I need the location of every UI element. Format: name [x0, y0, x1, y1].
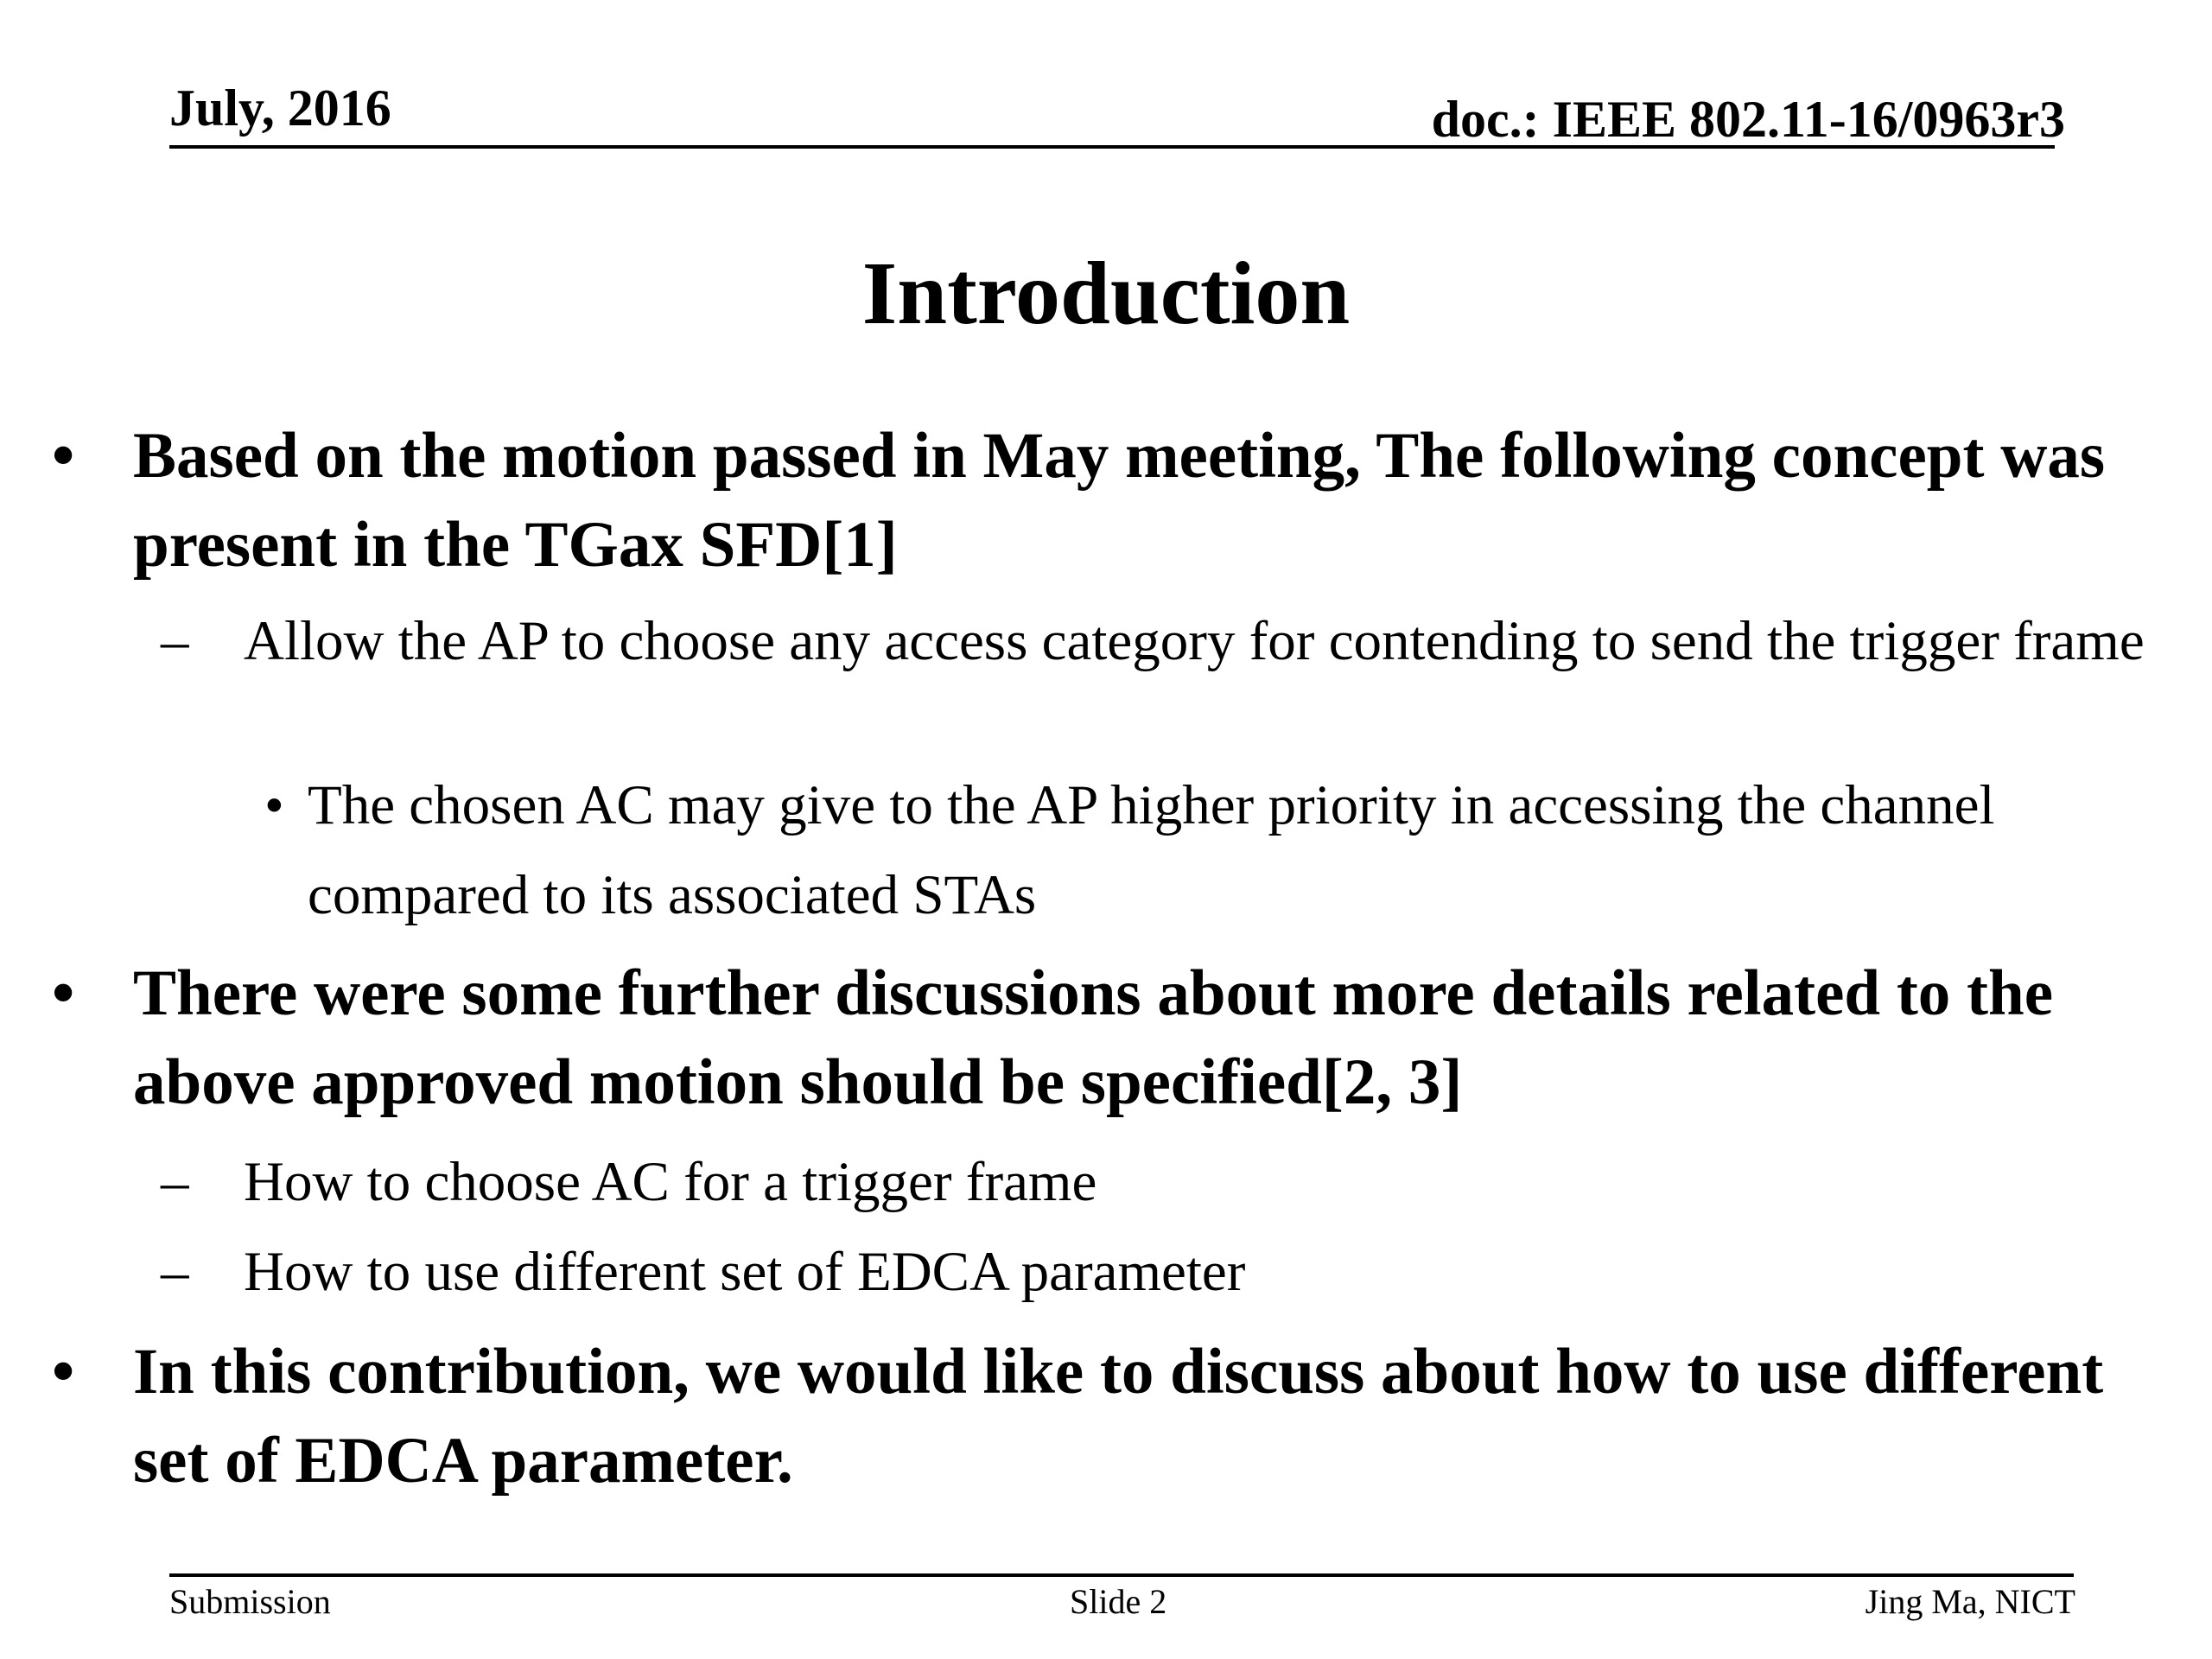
bullet-item [52, 1327, 2177, 1505]
sub-bullet-text: How to choose AC for a trigger frame [244, 1151, 1097, 1213]
header-date: July, 2016 [169, 79, 391, 137]
bullet-text: There were some further discussions about more details related to the above approved motion should be specified[2, 3] [133, 957, 2054, 1118]
bullet-marker: • [264, 774, 284, 836]
sub-bullet-item [161, 1236, 2183, 1309]
footer-submission: Submission [169, 1582, 331, 1621]
bullet-item [52, 411, 2177, 589]
bullet-marker: • [52, 957, 75, 1029]
dash-marker: – [161, 610, 189, 672]
sub-bullet-text: How to use different set of EDCA parameter [244, 1241, 1246, 1303]
bullet-marker: • [52, 420, 75, 492]
footer-slide-number: Slide 2 [1070, 1582, 1167, 1621]
sub-bullet-text: Allow the AP to choose any access category for contending to send the trigger frame [244, 610, 2145, 672]
dash-marker: – [161, 1241, 189, 1303]
sub-sub-bullet-text: The chosen AC may give to the AP higher priority in accessing the channel compared to its associated STAs [308, 774, 1995, 926]
dash-marker: – [161, 1151, 189, 1213]
bullet-text: Based on the motion passed in May meeting, The following concept was present in the TGax SFD[1] [133, 420, 2106, 581]
sub-bullet-item [161, 605, 2183, 678]
footer-divider [169, 1573, 2074, 1577]
bullet-text: In this contribution, we would like to discuss about how to use different set of EDCA parameter. [133, 1336, 2104, 1497]
footer-author: Jing Ma, NICT [1865, 1582, 2075, 1621]
bullet-item [52, 949, 2177, 1127]
sub-sub-bullet-item [264, 760, 2183, 940]
header-divider [169, 145, 2055, 149]
slide-title: Introduction [861, 244, 1351, 343]
bullet-marker: • [52, 1336, 75, 1408]
sub-bullet-item [161, 1146, 2183, 1219]
header-doc-id: doc.: IEEE 802.11-16/0963r3 [1431, 91, 2065, 148]
